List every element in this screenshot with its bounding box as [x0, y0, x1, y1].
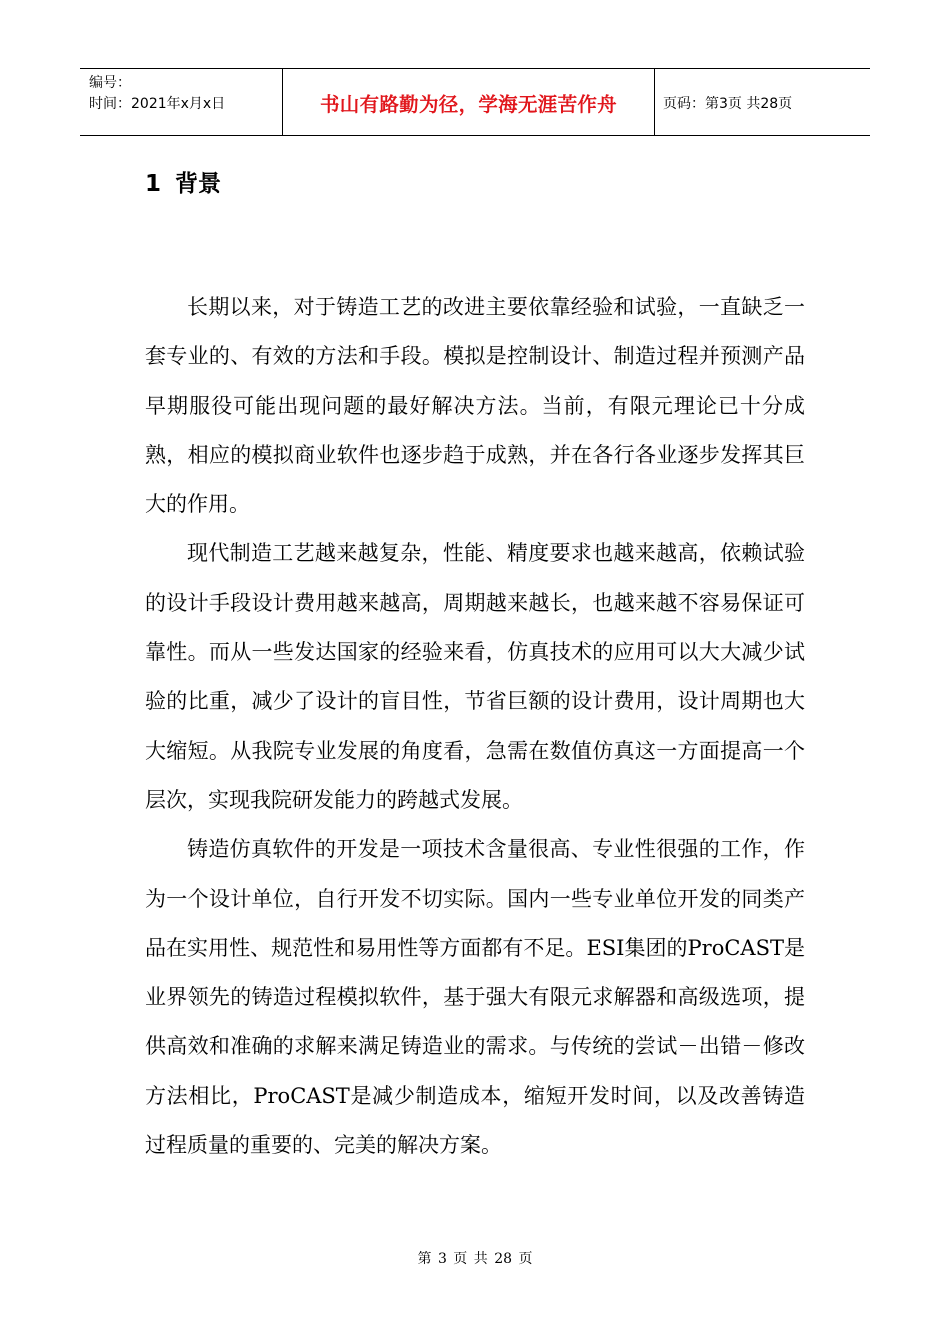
page-header — [80, 68, 870, 136]
paragraph: 铸造仿真软件的开发是一项技术含量很高、专业性很强的工作，作为一个设计单位，自行开发不切实际。国内一些专业单位开发的同类产品在实用性、规范性和易用性等方面都有不足。ESI集团的ProCAST是业界领先的铸造过程模拟软件，基于强大有限元求解器和高级选项，提供高效和准确的求解来满足铸造业的需求。与传统的尝试－出错－修改方法相比，ProCAST是减少制造成本，缩短开发时间，以及改善铸造过程质量的重要的、完美的解决方案。 — [145, 837, 805, 1158]
header-page-cell — [655, 69, 870, 135]
header-meta-cell — [80, 69, 283, 135]
body-text — [145, 283, 805, 1170]
paragraph: 长期以来，对于铸造工艺的改进主要依靠经验和试验，一直缺乏一套专业的、有效的方法和手段。模拟是控制设计、制造过程并预测产品早期服役可能出现问题的最好解决方法。当前，有限元理论已十分成熟，相应的模拟商业软件也逐步趋于成熟，并在各行各业逐步发挥其巨大的作用。 — [145, 295, 805, 517]
motto-text: 书山有路勤为径，学海无涯苦作舟 — [319, 93, 617, 116]
section-number: 1 — [145, 171, 162, 197]
date-line: 时间：2021年x月x日 — [89, 96, 226, 112]
section-title-text: 背景 — [175, 171, 222, 197]
section-heading — [145, 168, 221, 200]
header-motto-cell — [283, 69, 655, 135]
page-footer: 第 3 页 共 28 页 — [417, 1251, 533, 1267]
header-page-info: 页码：第3页 共28页 — [663, 96, 793, 112]
serial-label: 编号： — [89, 75, 131, 91]
paragraph: 现代制造工艺越来越复杂，性能、精度要求也越来越高，依赖试验的设计手段设计费用越来越高，周期越来越长，也越来越不容易保证可靠性。而从一些发达国家的经验来看，仿真技术的应用可以大大减少试验的比重，减少了设计的盲目性，节省巨额的设计费用，设计周期也大大缩短。从我院专业发展的角度看，急需在数值仿真这一方面提高一个层次，实现我院研发能力的跨越式发展。 — [145, 541, 805, 812]
